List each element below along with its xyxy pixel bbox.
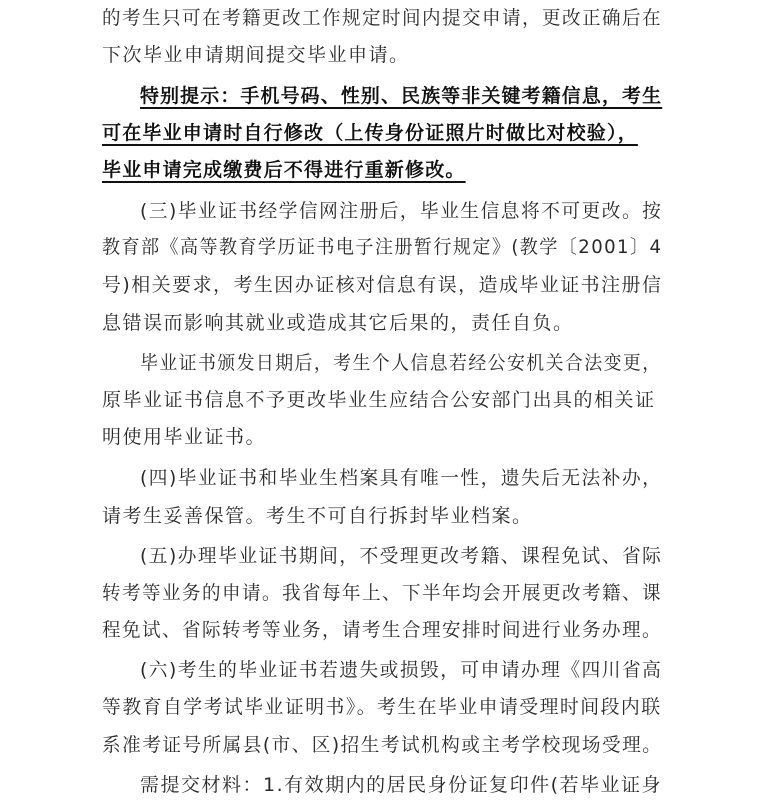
text-line: 需提交材料：1.有效期内的居民身份证复印件(若毕业证身 <box>140 774 663 796</box>
text-line: 请考生妥善保管。考生不可自行拆封毕业档案。 <box>102 505 533 527</box>
text-line: 转考等业务的申请。我省每年上、下半年均会开展更改考籍、课 <box>102 582 663 604</box>
text-line: 程免试、省际转考等业务，请考生合理安排时间进行业务办理。 <box>102 619 663 641</box>
text-line: (三)毕业证书经学信网注册后，毕业生信息将不可更改。按 <box>140 200 663 222</box>
text-line: 等教育自学考试毕业证明书》。考生在毕业申请受理时间段内联 <box>102 696 662 718</box>
text-line: 系准考证号所属县(市、区)招生考试机构或主考学校现场受理。 <box>102 734 663 756</box>
text-line: (四)毕业证书和毕业生档案具有唯一性，遗失后无法补办， <box>140 467 663 489</box>
special-notice-line: 可在毕业申请时自行修改（上传身份证照片时做比对校验）， <box>102 122 638 144</box>
text-line: 息错误而影响其就业或造成其它后果的，责任自负。 <box>102 312 574 334</box>
special-notice-line: 毕业申请完成缴费后不得进行重新修改。 <box>102 159 466 181</box>
text-line: 下次毕业申请期间提交毕业申请。 <box>102 44 410 66</box>
special-notice-line: 特别提示：手机号码、性别、民族等非关键考籍信息，考生 <box>140 85 663 107</box>
text-line: 教育部《高等教育学历证书电子注册暂行规定》(教学〔2001〕4 <box>102 236 663 258</box>
text-line: 的考生只可在考籍更改工作规定时间内提交申请，更改正确后在 <box>102 7 663 29</box>
text-line: (五)办理毕业证书期间，不受理更改考籍、课程免试、省际 <box>140 545 663 567</box>
text-line: 毕业证书颁发日期后，考生个人信息若经公安机关合法变更， <box>140 352 662 374</box>
text-line: 号)相关要求，考生因办证核对信息有误，造成毕业证书注册信 <box>102 274 663 296</box>
text-line: 明使用毕业证书。 <box>102 426 267 448</box>
text-line: (六)考生的毕业证书若遗失或损毁，可申请办理《四川省高 <box>140 659 663 681</box>
text-line: 原毕业证书信息不予更改毕业生应结合公安部门出具的相关证 <box>102 389 656 411</box>
